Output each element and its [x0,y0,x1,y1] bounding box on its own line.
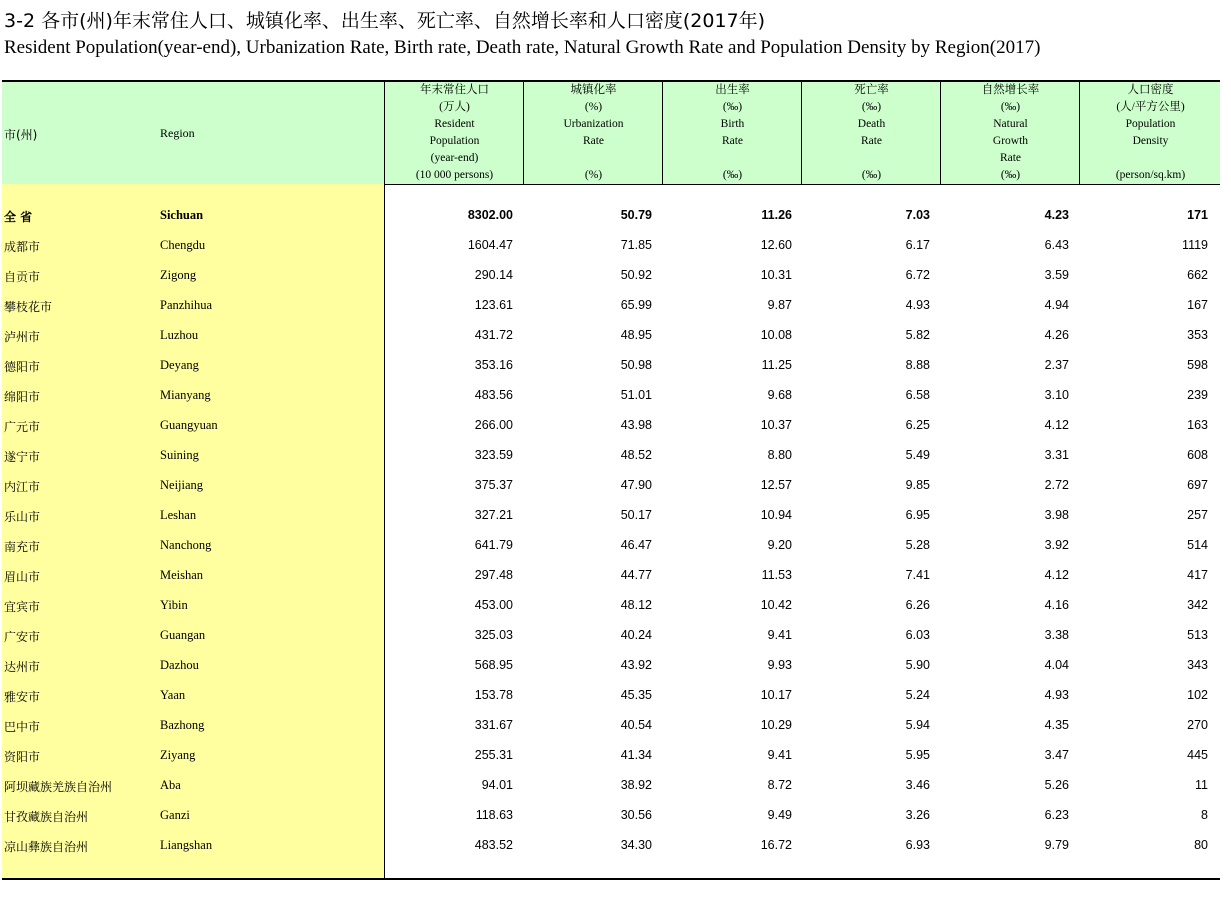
cell-population-density: 608 [1187,448,1208,462]
region-name-english: Leshan [160,508,197,522]
cell-population-density: 598 [1187,358,1208,372]
header-line: (person/sq.km) [1115,169,1186,181]
cell-birth-rate: 9.68 [767,388,792,402]
cell-birth-rate: 10.17 [760,688,792,702]
cell-urbanization-rate: 40.54 [620,718,652,732]
cell-resident-population: 453.00 [474,598,513,612]
cell-natural-growth-rate: 2.72 [1044,478,1069,492]
header-line: (‰) [722,101,743,113]
header-line: 城镇化率 [570,84,617,96]
table-title-chinese: 3-2 各市(州)年末常住人口、城镇化率、出生率、死亡率、自然增长率和人口密度(2017年) [4,10,766,32]
cell-birth-rate: 9.41 [767,628,792,642]
header-line: (‰) [861,101,882,113]
cell-birth-rate: 10.37 [760,418,792,432]
region-name-english: Guangyuan [160,418,218,432]
cell-death-rate: 5.24 [905,688,930,702]
cell-population-density: 167 [1187,298,1208,312]
cell-birth-rate: 16.72 [760,838,792,852]
header-city-label: 市(州) [4,128,38,142]
cell-birth-rate: 10.31 [760,268,792,282]
cell-urbanization-rate: 45.35 [620,688,652,702]
header-line [524,150,663,167]
cell-population-density: 1119 [1182,238,1208,252]
table-row [2,680,1220,710]
header-line: (10 000 persons) [415,169,494,181]
cell-urbanization-rate: 34.30 [620,838,652,852]
cell-urbanization-rate: 48.12 [620,598,652,612]
region-name-chinese: 雅安市 [4,690,41,704]
cell-population-density: 353 [1187,328,1208,342]
region-name-english: Yibin [160,598,188,612]
cell-death-rate: 7.03 [905,208,930,222]
header-line: (year-end) [430,152,479,164]
cell-urbanization-rate: 43.92 [620,658,652,672]
cell-death-rate: 5.94 [905,718,930,732]
region-name-chinese: 泸州市 [4,330,41,344]
region-name-english: Liangshan [160,838,213,852]
cell-resident-population: 118.63 [475,808,513,822]
cell-natural-growth-rate: 3.59 [1044,268,1069,282]
cell-death-rate: 6.17 [905,238,930,252]
cell-birth-rate: 9.87 [767,298,792,312]
cell-birth-rate: 10.08 [760,328,792,342]
region-name-english: Sichuan [160,208,204,222]
cell-urbanization-rate: 71.85 [620,238,652,252]
cell-birth-rate: 10.29 [760,718,792,732]
cell-population-density: 257 [1187,508,1208,522]
cell-natural-growth-rate: 3.31 [1044,448,1069,462]
cell-population-density: 513 [1187,628,1208,642]
cell-natural-growth-rate: 2.37 [1044,358,1069,372]
cell-population-density: 417 [1187,568,1208,582]
region-name-chinese: 凉山彝族自治州 [4,840,89,854]
region-name-chinese: 内江市 [4,480,41,494]
cell-death-rate: 6.72 [905,268,930,282]
table-row [2,230,1220,260]
cell-birth-rate: 10.42 [760,598,792,612]
region-name-chinese: 甘孜藏族自治州 [4,810,89,824]
region-name-english: Guangan [160,628,206,642]
header-line: Rate [860,135,883,147]
header-region-label: Region [160,126,195,140]
header-population-density [1079,82,1221,184]
cell-birth-rate: 11.53 [761,568,792,582]
table-row [2,410,1220,440]
header-line: Population [429,135,480,147]
cell-birth-rate: 12.57 [760,478,792,492]
region-name-chinese: 成都市 [4,240,41,254]
cell-urbanization-rate: 51.01 [620,388,652,402]
cell-resident-population: 323.59 [474,448,513,462]
cell-resident-population: 331.67 [474,718,513,732]
header-line: 出生率 [715,84,750,96]
region-name-english: Luzhou [160,328,199,342]
cell-resident-population: 375.37 [474,478,513,492]
table-row [2,770,1220,800]
table-row [2,800,1220,830]
region-name-chinese: 绵阳市 [4,390,41,404]
cell-natural-growth-rate: 3.38 [1044,628,1069,642]
region-name-chinese: 德阳市 [4,360,41,374]
region-name-english: Ganzi [160,808,190,822]
table-row [2,620,1220,650]
cell-natural-growth-rate: 5.26 [1044,778,1069,792]
region-name-chinese: 资阳市 [4,750,41,764]
cell-natural-growth-rate: 3.47 [1044,748,1069,762]
region-name-chinese: 乐山市 [4,510,41,524]
cell-resident-population: 353.16 [474,358,513,372]
cell-urbanization-rate: 46.47 [620,538,652,552]
header-line: Birth [720,118,745,130]
cell-birth-rate: 8.72 [767,778,792,792]
region-name-english: Zigong [160,268,197,282]
cell-natural-growth-rate: 6.43 [1044,238,1069,252]
table-row [2,470,1220,500]
table-row [2,260,1220,290]
cell-natural-growth-rate: 4.16 [1044,598,1069,612]
header-resident-population [384,82,524,184]
region-name-chinese: 全 省 [4,210,33,224]
table-row [2,830,1220,860]
region-name-english: Bazhong [160,718,205,732]
header-line: (‰) [861,169,882,181]
region-name-english: Chengdu [160,238,206,252]
header-line: 自然增长率 [981,84,1040,96]
header-line: (万人) [439,101,470,113]
header-line: (‰) [722,169,743,181]
region-name-chinese: 阿坝藏族羌族自治州 [4,780,113,794]
region-name-chinese: 眉山市 [4,570,41,584]
region-name-english: Panzhihua [160,298,213,312]
cell-population-density: 8 [1201,808,1208,822]
region-name-chinese: 南充市 [4,540,41,554]
region-name-chinese: 广安市 [4,630,41,644]
region-name-english: Aba [160,778,181,792]
cell-death-rate: 8.88 [905,358,930,372]
header-line [1080,150,1221,167]
table-row [2,380,1220,410]
cell-death-rate: 5.49 [905,448,930,462]
table-row [2,500,1220,530]
table-row-province-total [2,200,1220,230]
region-name-chinese: 宜宾市 [4,600,41,614]
region-name-chinese: 自贡市 [4,270,41,284]
cell-death-rate: 5.90 [905,658,930,672]
table-title-english: Resident Population(year-end), Urbanization Rate, Birth rate, Death rate, Natural Growth Rate and Population Density by Region(2017) [4,37,1041,58]
header-line: Death [857,118,886,130]
cell-urbanization-rate: 50.98 [620,358,652,372]
header-line: Rate [582,135,605,147]
cell-death-rate: 3.26 [905,808,930,822]
cell-birth-rate: 9.93 [767,658,792,672]
cell-population-density: 270 [1187,718,1208,732]
header-natural-growth-rate [940,82,1080,184]
header-line [663,150,802,167]
cell-resident-population: 123.61 [474,298,513,312]
cell-birth-rate: 9.41 [767,748,792,762]
cell-resident-population: 483.52 [474,838,513,852]
header-line: Urbanization [563,118,624,130]
table-row [2,320,1220,350]
header-line: Rate [721,135,744,147]
table-row [2,290,1220,320]
cell-natural-growth-rate: 4.23 [1044,208,1069,222]
cell-urbanization-rate: 41.34 [620,748,652,762]
header-line: (%) [584,101,603,113]
cell-birth-rate: 11.25 [761,358,792,372]
cell-death-rate: 5.28 [905,538,930,552]
cell-urbanization-rate: 65.99 [620,298,652,312]
cell-death-rate: 7.41 [905,568,930,582]
cell-birth-rate: 8.80 [767,448,792,462]
cell-resident-population: 483.56 [474,388,513,402]
region-name-english: Yaan [160,688,186,702]
cell-death-rate: 6.25 [905,418,930,432]
cell-natural-growth-rate: 4.93 [1044,688,1069,702]
cell-resident-population: 94.01 [481,778,513,792]
cell-urbanization-rate: 43.98 [620,418,652,432]
cell-population-density: 343 [1187,658,1208,672]
cell-resident-population: 1604.47 [467,238,513,252]
cell-natural-growth-rate: 4.12 [1044,568,1069,582]
header-line: Population [1125,118,1176,130]
cell-natural-growth-rate: 9.79 [1044,838,1069,852]
cell-death-rate: 9.85 [905,478,930,492]
cell-natural-growth-rate: 4.35 [1044,718,1069,732]
cell-resident-population: 297.48 [474,568,513,582]
cell-death-rate: 6.26 [905,598,930,612]
header-urbanization-rate [523,82,663,184]
cell-population-density: 239 [1187,388,1208,402]
table-row [2,590,1220,620]
cell-population-density: 697 [1187,478,1208,492]
cell-natural-growth-rate: 4.26 [1044,328,1069,342]
region-name-english: Suining [160,448,199,462]
header-line: 人口密度 [1127,84,1174,96]
cell-natural-growth-rate: 4.04 [1044,658,1069,672]
cell-resident-population: 255.31 [474,748,513,762]
cell-population-density: 80 [1194,838,1208,852]
region-name-english: Ziyang [160,748,196,762]
region-name-chinese: 攀枝花市 [4,300,53,314]
cell-population-density: 11 [1195,778,1208,792]
cell-urbanization-rate: 44.77 [620,568,652,582]
table-row [2,740,1220,770]
cell-resident-population: 153.78 [474,688,513,702]
cell-resident-population: 641.79 [474,538,513,552]
header-line: Resident [434,118,475,130]
region-name-english: Nanchong [160,538,212,552]
header-line: (%) [584,169,603,181]
cell-resident-population: 8302.00 [467,208,513,222]
header-line: Density [1132,135,1169,147]
cell-death-rate: 3.46 [905,778,930,792]
cell-natural-growth-rate: 4.94 [1044,298,1069,312]
table-row [2,440,1220,470]
cell-urbanization-rate: 47.90 [620,478,652,492]
table-row [2,650,1220,680]
cell-urbanization-rate: 50.92 [620,268,652,282]
cell-resident-population: 325.03 [474,628,513,642]
header-death-rate [801,82,941,184]
cell-resident-population: 327.21 [474,508,513,522]
header-line: (‰) [1000,169,1021,181]
cell-population-density: 514 [1187,538,1208,552]
cell-natural-growth-rate: 3.10 [1044,388,1069,402]
cell-resident-population: 290.14 [474,268,513,282]
header-line: (‰) [1000,101,1021,113]
cell-urbanization-rate: 30.56 [620,808,652,822]
cell-natural-growth-rate: 6.23 [1044,808,1069,822]
table-row [2,560,1220,590]
table-row [2,710,1220,740]
region-name-english: Dazhou [160,658,199,672]
cell-urbanization-rate: 48.52 [620,448,652,462]
cell-death-rate: 6.58 [905,388,930,402]
cell-population-density: 662 [1187,268,1208,282]
cell-urbanization-rate: 50.79 [620,208,652,222]
cell-death-rate: 6.03 [905,628,930,642]
header-line: (人/平方公里) [1116,101,1185,113]
region-name-english: Mianyang [160,388,211,402]
cell-death-rate: 4.93 [905,298,930,312]
cell-birth-rate: 9.49 [767,808,792,822]
header-line: Natural [993,118,1028,130]
cell-birth-rate: 12.60 [760,238,792,252]
header-birth-rate [662,82,802,184]
cell-urbanization-rate: 50.17 [620,508,652,522]
cell-death-rate: 5.95 [905,748,930,762]
cell-resident-population: 568.95 [474,658,513,672]
header-line: Rate [999,152,1022,164]
cell-birth-rate: 11.26 [761,208,792,222]
cell-urbanization-rate: 40.24 [620,628,652,642]
cell-birth-rate: 9.20 [767,538,792,552]
cell-death-rate: 5.82 [905,328,930,342]
region-name-chinese: 广元市 [4,420,41,434]
bottom-rule [2,878,1220,880]
cell-resident-population: 431.72 [474,328,513,342]
region-name-english: Neijiang [160,478,204,492]
cell-natural-growth-rate: 3.98 [1044,508,1069,522]
table-row [2,350,1220,380]
header-line: 死亡率 [854,84,889,96]
header-line: 年末常住人口 [420,84,489,96]
cell-urbanization-rate: 48.95 [620,328,652,342]
region-name-english: Meishan [160,568,204,582]
cell-population-density: 102 [1187,688,1208,702]
cell-population-density: 342 [1187,598,1208,612]
cell-death-rate: 6.95 [905,508,930,522]
cell-natural-growth-rate: 3.92 [1044,538,1069,552]
region-name-chinese: 遂宁市 [4,450,41,464]
cell-resident-population: 266.00 [474,418,513,432]
region-name-chinese: 达州市 [4,660,41,674]
cell-death-rate: 6.93 [905,838,930,852]
header-line [802,150,941,167]
table-header [2,82,1220,185]
region-name-english: Deyang [160,358,199,372]
cell-population-density: 163 [1187,418,1208,432]
header-line: Growth [992,135,1029,147]
region-name-chinese: 巴中市 [4,720,41,734]
cell-population-density: 171 [1187,208,1208,222]
table-row [2,530,1220,560]
cell-population-density: 445 [1187,748,1208,762]
cell-natural-growth-rate: 4.12 [1044,418,1069,432]
cell-birth-rate: 10.94 [760,508,792,522]
cell-urbanization-rate: 38.92 [620,778,652,792]
